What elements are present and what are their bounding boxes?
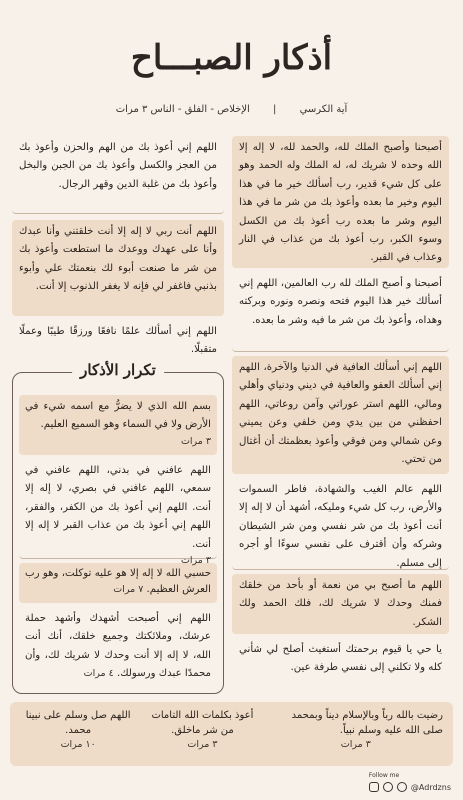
repeat-item (19, 395, 217, 455)
repeat-item (19, 459, 217, 567)
dhikr-block: اللهم إني أسألك العافية في الدنيا والآخرة، اللهم إني أسألك العفو والعافية في ديني ودنياي وأهلي ومالي، اللهم استر عوراتي وآمن روعاتي، اللهم احفظني من بين يدي ومن خلفي وعن يميني وعن شمالي ومن فوقي وأعوذ بعظمتك أن أغتال من تحتي. (232, 356, 449, 474)
dhikr-block: أصبحنا وأصبح الملك لله، والحمد لله، لا إله إلا الله وحده لا شريك له، له الملك وله الحمد وهو على كل شيء قدير، رب أسألك خير ما في هذا اليوم وخير ما بعده وأعوذ بك من شر ما في هذا اليوم وشر ما بعده رب أعوذ بك من الكسل وسوء الكبر، رب أعوذ بك من عذاب في النار وعذاب في القبر. (232, 136, 449, 268)
repeat-count: ٣ مرات (180, 555, 211, 567)
bottom-dhikr (16, 708, 140, 766)
subtitle-ayat-alkursi: آية الكرسي (299, 104, 348, 115)
repeat-item-text: بسم الله الذي لا يضرُّ مع اسمه شيء في الأرض ولا في السماء وهو السميع العليم. (25, 401, 211, 431)
instagram-icon[interactable] (369, 782, 379, 792)
bottom-dhikr-band (10, 702, 453, 766)
bottom-count: ١٠ مرات (60, 739, 96, 750)
repeat-item-text: اللهم إني أصبحت أشهدك وأشهد حملة عرشك، وملائكتك وجميع خلقك، أنك أنت الله، لا إله إلا أنت وحدك لا شريك لك، وأن محمدًا عبدك ورسولك. (25, 613, 211, 680)
left-column (12, 136, 224, 362)
dhikr-block: اللهم عالم الغيب والشهادة، فاطر السموات والأرض، رب كل شيء ومليكه، أشهد أن لا إله إلا أنت أعوذ بك من شر نفسي ومن شر الشيطان وشركه وأن أقترف على نفسي سوءًا أو أجره إلى مسلم. (232, 478, 449, 570)
dhikr-block: يا حي يا قيوم برحمتك أستغيث أصلح لي شأني كله ولا تكلني إلى نفسي طرفة عين. (239, 644, 442, 674)
bottom-count: ٣ مرات (187, 739, 218, 750)
social-handle[interactable]: @Adrdzns (410, 782, 451, 792)
repeat-count: ٤ مرات (83, 668, 114, 680)
bottom-dhikr-text: اللهم صل وسلم على نبينا محمد. (25, 710, 131, 736)
repeat-list (19, 395, 217, 687)
bottom-dhikr (265, 708, 447, 766)
repeat-item (19, 563, 217, 603)
repeat-section (12, 361, 224, 694)
dhikr-block: اللهم إني أعوذ بك من الهم والحزن وأعوذ بك من العجز والكسل وأعوذ بك من الجبن والبخل وأعوذ بك من غلبة الدين وقهر الرجال. (12, 136, 224, 214)
twitter-icon[interactable] (383, 782, 393, 792)
bottom-dhikr (140, 708, 264, 766)
page-title: أذكار الصبـــاح (130, 38, 333, 78)
dhikr-block: اللهم ما أصبح بي من نعمة أو بأحد من خلقك فمنك وحدك لا شريك لك، فلك الحمد ولك الشكر. (232, 574, 449, 634)
repeat-item-text: حسبي الله لا إله إلا هو عليه توكلت، وهو رب العرش العظيم. (25, 568, 211, 595)
repeat-count: ٧ مرات (113, 584, 144, 595)
subtitle-divider: | (273, 104, 277, 115)
dhikr-block: اللهم أنت ربي لا إله إلا أنت خلقتني وأنا عبدك وأنا على عهدك ووعدك ما استطعت وأعوذ بك من شر ما صنعت أبوء لك بنعمتك علي وأبوء بذنبي فاغفر لي فإنه لا يغفر الذنوب إلا أنت. (12, 220, 224, 316)
repeat-item (19, 607, 217, 687)
bottom-count: ٣ مرات (340, 739, 371, 750)
repeat-section-title: تكرار الأذكار (72, 361, 164, 379)
follow-label: Follow me (368, 772, 400, 779)
repeat-count: ٣ مرات (180, 435, 211, 447)
subtitle-surahs: الإخلاص - الفلق - الناس ٣ مرات (115, 104, 250, 115)
right-column (232, 136, 449, 682)
snapchat-icon[interactable] (397, 782, 407, 792)
footer (368, 772, 451, 792)
bottom-dhikr-text: رضيت بالله رباً وبالإسلام ديناً وبمحمد صلى الله عليه وسلم نبياً. (291, 710, 443, 736)
repeat-item-text: اللهم عافني في بدني، اللهم عافني في سمعي، اللهم عافني في بصري، لا إله إلا أنت. اللهم إني أعوذ بك من الكفر، والفقر، اللهم إني أعوذ بك من عذاب القبر لا إله إلا أنت. (25, 465, 211, 550)
dhikr-block: اللهم إني أسألك علمًا نافعًا ورزقًا طيبًا وعملًا متقبلًا. (19, 326, 217, 356)
subtitle (16, 104, 447, 115)
bottom-dhikr-text: أعوذ بكلمات الله التامات من شر ماخلق. (151, 710, 254, 736)
dhikr-block: أصبحنا و أصبح الملك لله رب العالمين، اللهم إني أسألك خير هذا اليوم فتحه ونصره ونوره وبركته وهداه، وأعوذ بك من شر ما فيه وشر ما بعده. (232, 272, 449, 352)
